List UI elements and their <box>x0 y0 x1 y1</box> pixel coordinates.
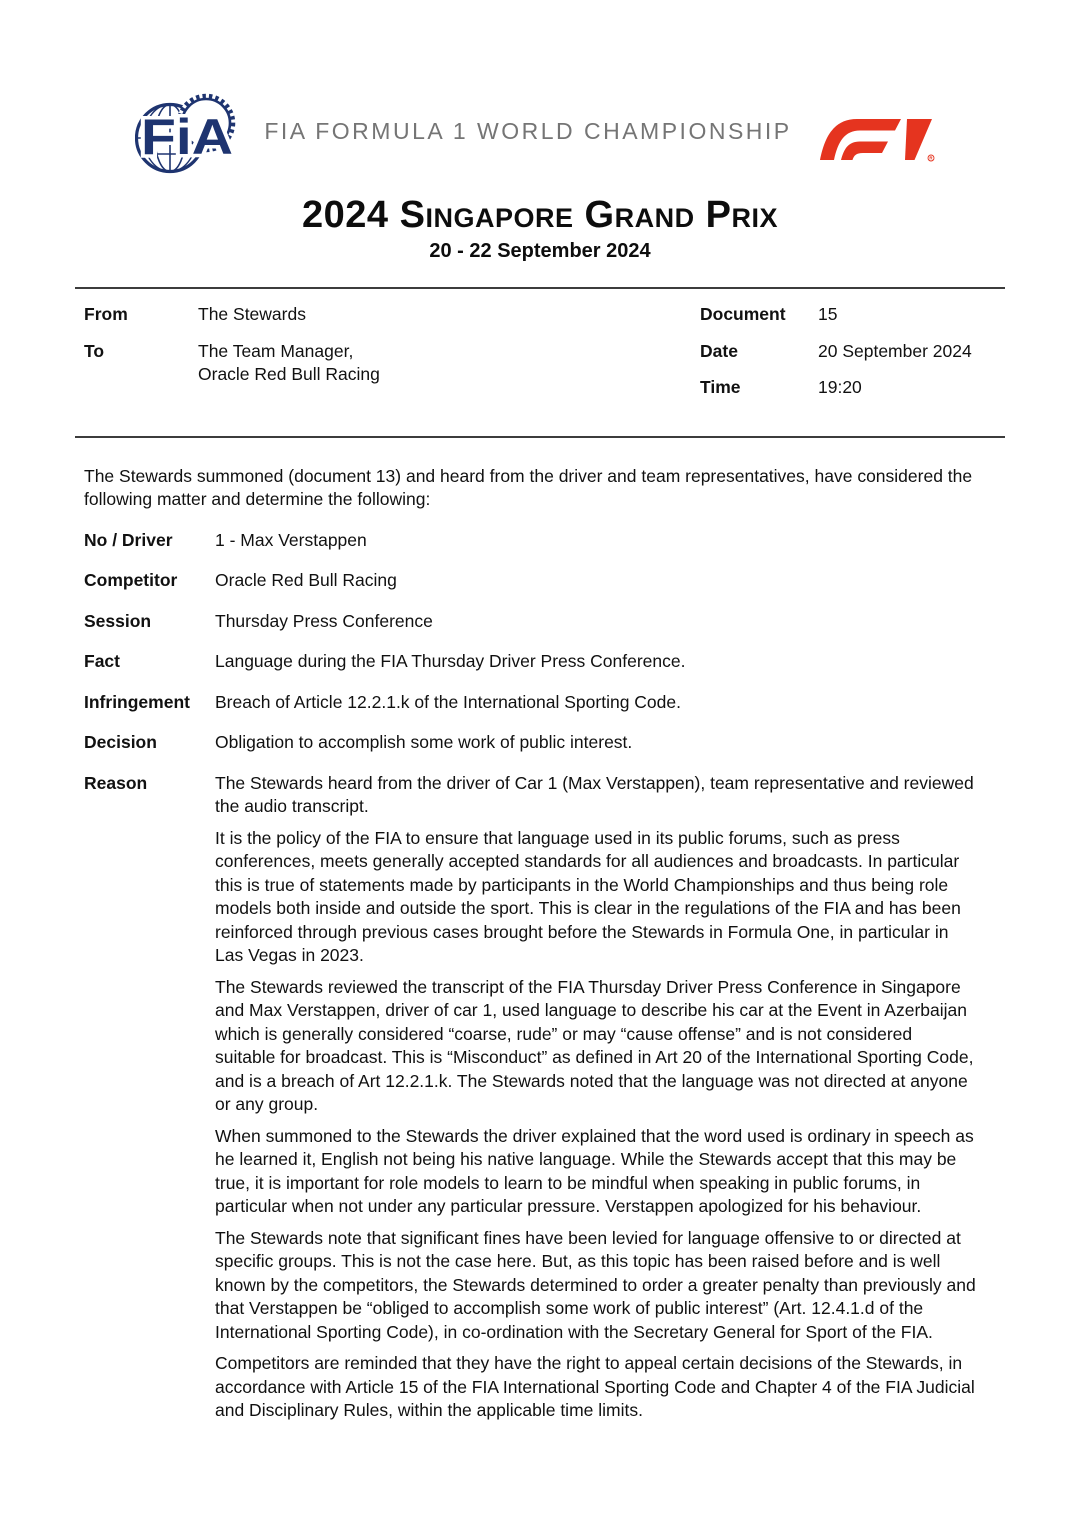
session-value: Thursday Press Conference <box>215 610 433 631</box>
to-value <box>198 340 700 387</box>
document-label: Document <box>700 304 786 324</box>
no-driver-value: 1 - Max Verstappen <box>215 529 367 550</box>
no-driver-label: No / Driver <box>84 529 173 550</box>
field-row-reason <box>84 772 995 1423</box>
reason-paragraph: The Stewards heard from the driver of Car 1 (Max Verstappen), team representative and reviewed the audio transcript. <box>215 772 974 816</box>
reason-paragraph: It is the policy of the FIA to ensure that language used in its public forums, such as press conferences, meets generally accepted standards for all audiences and broadcasts. In particular this is true of statements made by participants in the World Championships and thus being role models both inside and outside the sport. This is clear in the regulations of the FIA and has been reinforced through previous cases brought before the Stewards in Formula One, in particular in Las Vegas in 2023. <box>215 827 961 965</box>
date-label: Date <box>700 340 738 361</box>
meta-left-column <box>84 303 700 400</box>
session-label: Session <box>84 610 152 631</box>
field-row-no-driver <box>84 529 995 553</box>
to-value-line1: The Team Manager, <box>198 340 354 361</box>
meta-row-document <box>700 303 1005 327</box>
competitor-value: Oracle Red Bull Racing <box>215 570 397 590</box>
decision-label: Decision <box>84 732 157 752</box>
from-label: From <box>84 304 128 324</box>
reason-paragraph: The Stewards reviewed the transcript of the FIA Thursday Driver Press Conference in Singapore and Max Verstappen, driver of car 1, used language to describe his car at the Event in Azerbaijan which is generally considered “coarse, rude” or may “cause offense” and is not considered suitable for broadcast. This is “Misconduct” as defined in Art 20 of the International Sporting Code, and is a breach of Art 12.2.1.k. The Stewards noted that the language was not directed at anyone or any group. <box>215 976 974 1114</box>
meta-row-to <box>84 340 700 387</box>
svg-text:R: R <box>929 155 933 161</box>
reason-paragraph: The Stewards note that significant fines have been levied for language offensive to or directed at specific groups. This is not the case here. But, as this topic has been raised before and is well known by the competitors, the Stewards determined to order a greater penalty than previously and that Verstappen be “obliged to accomplish some work of public interest” (Art. 12.4.1.d of the International Sporting Code), in co-ordination with the Secretary General for Sport of the FIA. <box>215 1227 976 1342</box>
decision-fields <box>84 529 995 1423</box>
decision-value: Obligation to accomplish some work of public interest. <box>215 732 633 752</box>
document-value: 15 <box>818 304 838 324</box>
reason-paragraph: When summoned to the Stewards the driver explained that the word used is ordinary in speech as he learned it, English not being his native language. While the Stewards accept that this may be true, it is important for role models to learn to be mindful when speaking in public forums, in particular when not under any particular pressure. Verstappen apologized for his behaviour. <box>215 1125 974 1216</box>
time-value: 19:20 <box>818 377 862 397</box>
meta-row-date <box>700 340 1005 364</box>
field-row-decision <box>84 731 995 755</box>
intro-paragraph: The Stewards summoned (document 13) and heard from the driver and team representatives, have considered the following matter and determine the following: <box>84 465 973 509</box>
date-value: 20 September 2024 <box>818 340 972 361</box>
championship-title: FIA FORMULA 1 WORLD CHAMPIONSHIP <box>264 118 792 145</box>
svg-text:FiA: FiA <box>141 109 233 165</box>
to-value-line2: Oracle Red Bull Racing <box>198 364 380 384</box>
event-title: 2024 Singapore Grand Prix <box>302 194 778 236</box>
field-row-infringement <box>84 691 995 715</box>
field-row-fact <box>84 650 995 674</box>
meta-row-time <box>700 376 1005 400</box>
time-label: Time <box>700 377 741 397</box>
document-header <box>0 0 1080 186</box>
fia-logo-icon <box>135 86 239 186</box>
infringement-value: Breach of Article 12.2.1.k of the International Sporting Code. <box>215 691 681 712</box>
field-row-session <box>84 610 995 634</box>
from-value: The Stewards <box>198 304 306 324</box>
competitor-label: Competitor <box>84 570 178 590</box>
fact-value: Language during the FIA Thursday Driver Press Conference. <box>215 651 686 671</box>
meta-right-column <box>700 303 1005 400</box>
title-block <box>0 192 1080 264</box>
reason-label: Reason <box>84 772 148 793</box>
to-label: To <box>84 340 105 361</box>
reason-paragraph: Competitors are reminded that they have the right to appeal certain decisions of the Stewards, in accordance with Article 15 of the FIA International Sporting Code and Chapter 4 of the FIA Judicial and Disciplinary Rules, within the applicable time limits. <box>215 1353 975 1420</box>
meta-row-from <box>84 303 700 327</box>
reason-value <box>215 772 995 1423</box>
infringement-label: Infringement <box>84 691 190 712</box>
f1-logo-icon <box>817 116 935 162</box>
event-dates: 20 - 22 September 2024 <box>429 240 651 262</box>
field-row-competitor <box>84 569 995 593</box>
meta-box <box>75 287 1005 438</box>
fact-label: Fact <box>84 651 120 671</box>
